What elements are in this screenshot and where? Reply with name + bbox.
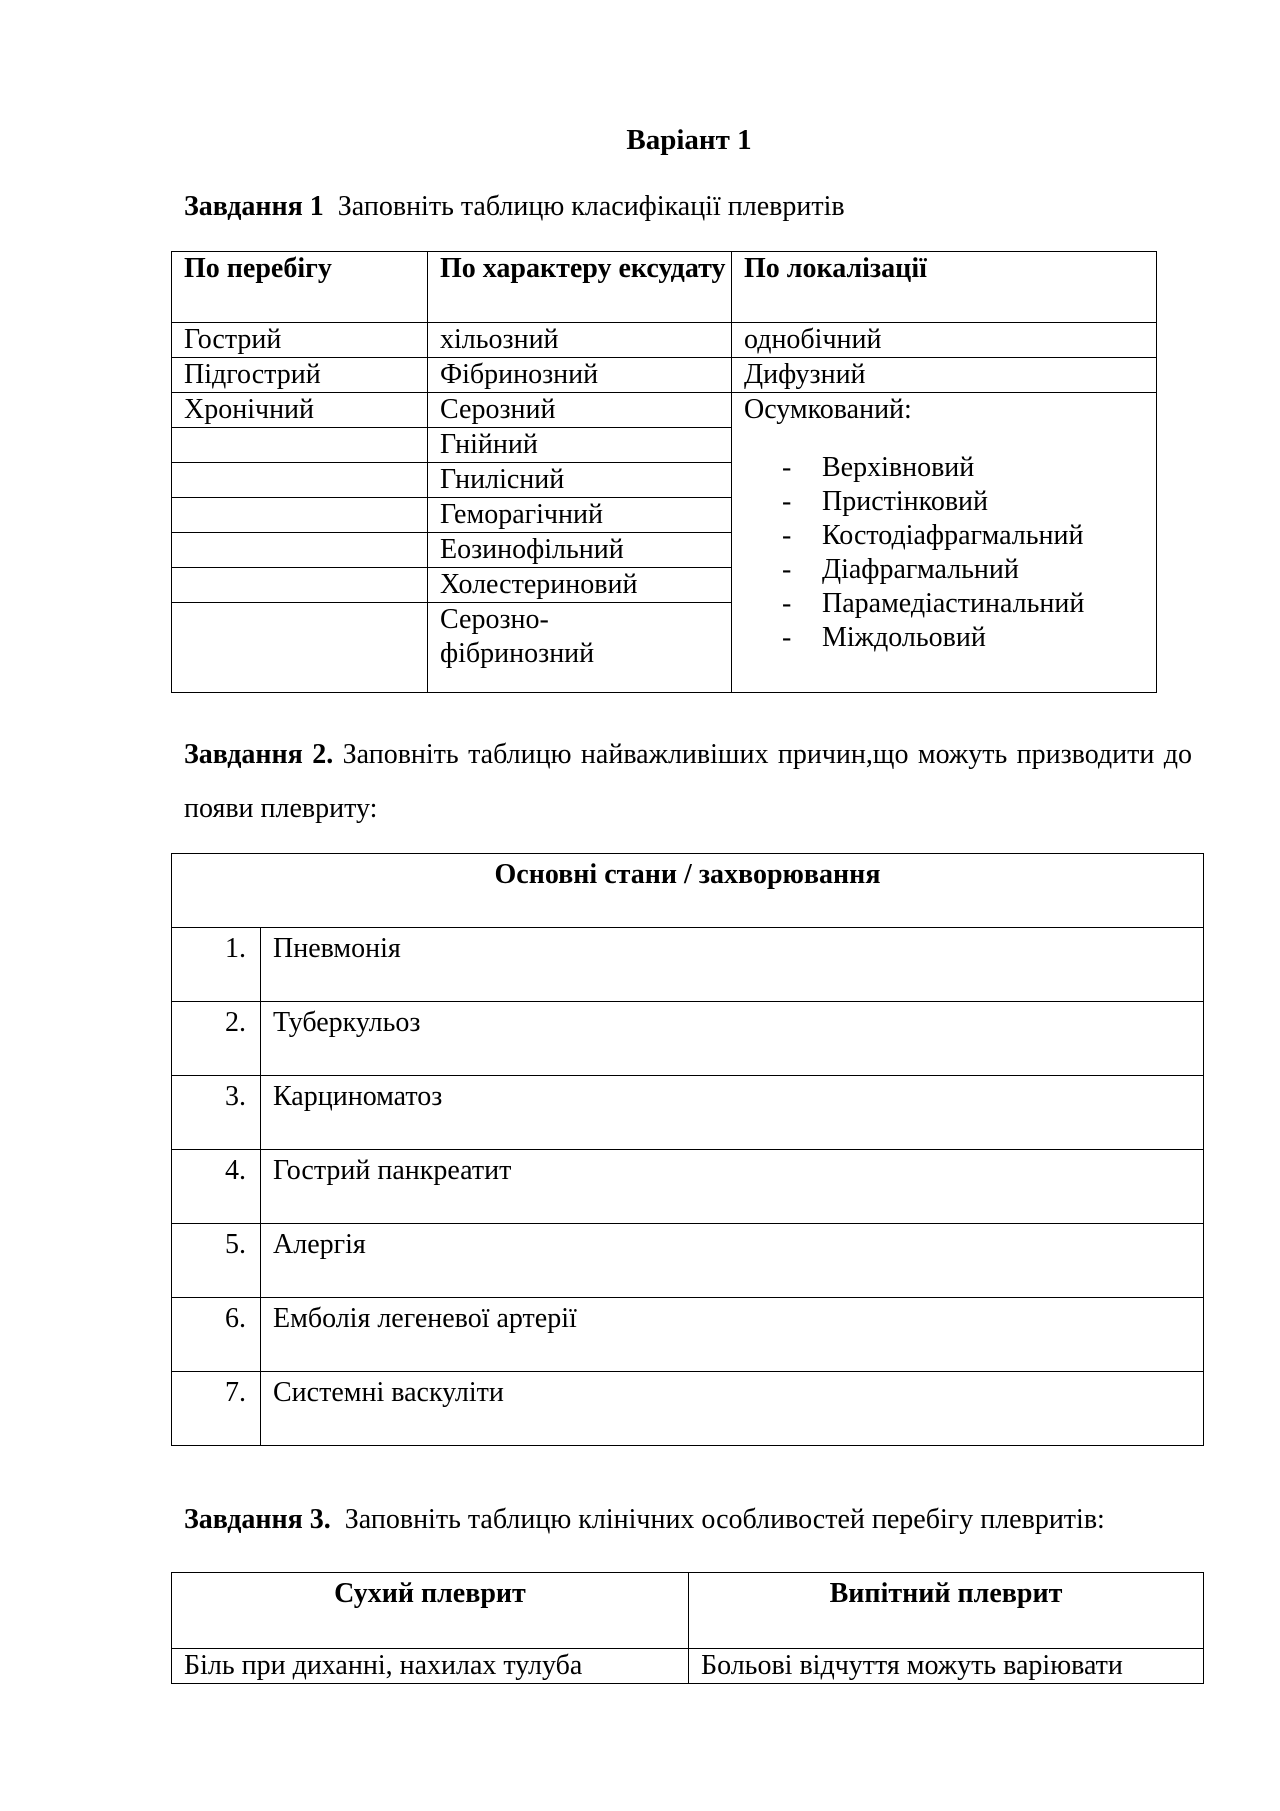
header-dry-pleurisy: Сухий плеврит bbox=[172, 1573, 689, 1649]
encapsulated-list bbox=[744, 451, 1156, 655]
task2-heading bbox=[184, 728, 1192, 836]
exudate-cell: Серозний bbox=[428, 393, 732, 428]
row-number: 3. bbox=[172, 1076, 261, 1150]
task1-text: Заповніть таблицю класифікації плевритів bbox=[337, 191, 845, 222]
task2-label: Завдання 2. bbox=[184, 739, 334, 770]
row-text: Алергія bbox=[261, 1224, 1204, 1298]
table-row bbox=[172, 1002, 1204, 1076]
encapsulated-cell bbox=[732, 393, 1157, 693]
localization-cell: однобічний bbox=[732, 323, 1157, 358]
list-item: - Верхівновий bbox=[782, 451, 1156, 485]
header-exudative-pleurisy: Випітний плеврит bbox=[689, 1573, 1204, 1649]
exudate-cell: хільозний bbox=[428, 323, 732, 358]
localization-cell: Дифузний bbox=[732, 358, 1157, 393]
encapsulated-title: Осумкований: bbox=[744, 394, 912, 425]
course-cell: Хронічний bbox=[172, 393, 428, 428]
course-cell: Підгострий bbox=[172, 358, 428, 393]
table-row bbox=[172, 1150, 1204, 1224]
header-course: По перебігу bbox=[172, 252, 428, 323]
task1-heading bbox=[184, 189, 845, 224]
exudate-cell: Еозинофільний bbox=[428, 533, 732, 568]
header-localization: По локалізації bbox=[732, 252, 1157, 323]
empty-cell bbox=[172, 498, 428, 533]
row-number: 4. bbox=[172, 1150, 261, 1224]
list-item: - Пристінковий bbox=[782, 485, 1156, 519]
table-row bbox=[172, 928, 1204, 1002]
table-row bbox=[172, 1224, 1204, 1298]
exudate-cell: Геморагічний bbox=[428, 498, 732, 533]
row-text: Системні васкуліти bbox=[261, 1372, 1204, 1446]
list-item: - Парамедіастинальний bbox=[782, 587, 1156, 621]
row-text: Емболія легеневої артерії bbox=[261, 1298, 1204, 1372]
list-item: - Костодіафрагмальний bbox=[782, 519, 1156, 553]
table-row bbox=[172, 1076, 1204, 1150]
task1-label: Завдання 1 bbox=[184, 191, 324, 222]
row-number: 2. bbox=[172, 1002, 261, 1076]
page-title: Варіант 1 bbox=[626, 124, 752, 156]
table-row bbox=[172, 1649, 1204, 1684]
course-cell: Гострий bbox=[172, 323, 428, 358]
causes-header: Основні стани / захворювання bbox=[172, 854, 1204, 928]
table-row bbox=[172, 1372, 1204, 1446]
list-item: - Міждольовий bbox=[782, 621, 1156, 655]
row-number: 7. bbox=[172, 1372, 261, 1446]
empty-cell bbox=[172, 463, 428, 498]
row-text: Карциноматоз bbox=[261, 1076, 1204, 1150]
exudate-cell: Гнійний bbox=[428, 428, 732, 463]
header-exudate: По характеру ексудату bbox=[428, 252, 732, 323]
row-number: 5. bbox=[172, 1224, 261, 1298]
causes-table bbox=[171, 853, 1204, 1446]
empty-cell bbox=[172, 603, 428, 693]
row-number: 1. bbox=[172, 928, 261, 1002]
row-text: Пневмонія bbox=[261, 928, 1204, 1002]
table-row bbox=[172, 1298, 1204, 1372]
row-text: Гострий панкреатит bbox=[261, 1150, 1204, 1224]
clinical-table bbox=[171, 1572, 1204, 1684]
task3-label: Завдання 3. bbox=[184, 1504, 331, 1535]
exudative-pleurisy-cell: Больові відчуття можуть варіювати bbox=[689, 1649, 1204, 1684]
dry-pleurisy-cell: Біль при диханні, нахилах тулуба bbox=[172, 1649, 689, 1684]
task3-text: Заповніть таблицю клінічних особливостей перебігу плевритів: bbox=[344, 1504, 1105, 1535]
exudate-cell: Гнилісний bbox=[428, 463, 732, 498]
list-item: - Діафрагмальний bbox=[782, 553, 1156, 587]
classification-table bbox=[171, 251, 1157, 693]
exudate-cell: Серозно-фібринозний bbox=[428, 603, 732, 693]
empty-cell bbox=[172, 533, 428, 568]
row-text: Туберкульоз bbox=[261, 1002, 1204, 1076]
empty-cell bbox=[172, 568, 428, 603]
task3-heading bbox=[184, 1502, 1105, 1537]
empty-cell bbox=[172, 428, 428, 463]
row-number: 6. bbox=[172, 1298, 261, 1372]
exudate-cell: Фібринозний bbox=[428, 358, 732, 393]
exudate-cell: Холестериновий bbox=[428, 568, 732, 603]
task2-text: Заповніть таблицю найважливіших причин,що можуть призводити до появи плевриту: bbox=[184, 739, 1193, 824]
